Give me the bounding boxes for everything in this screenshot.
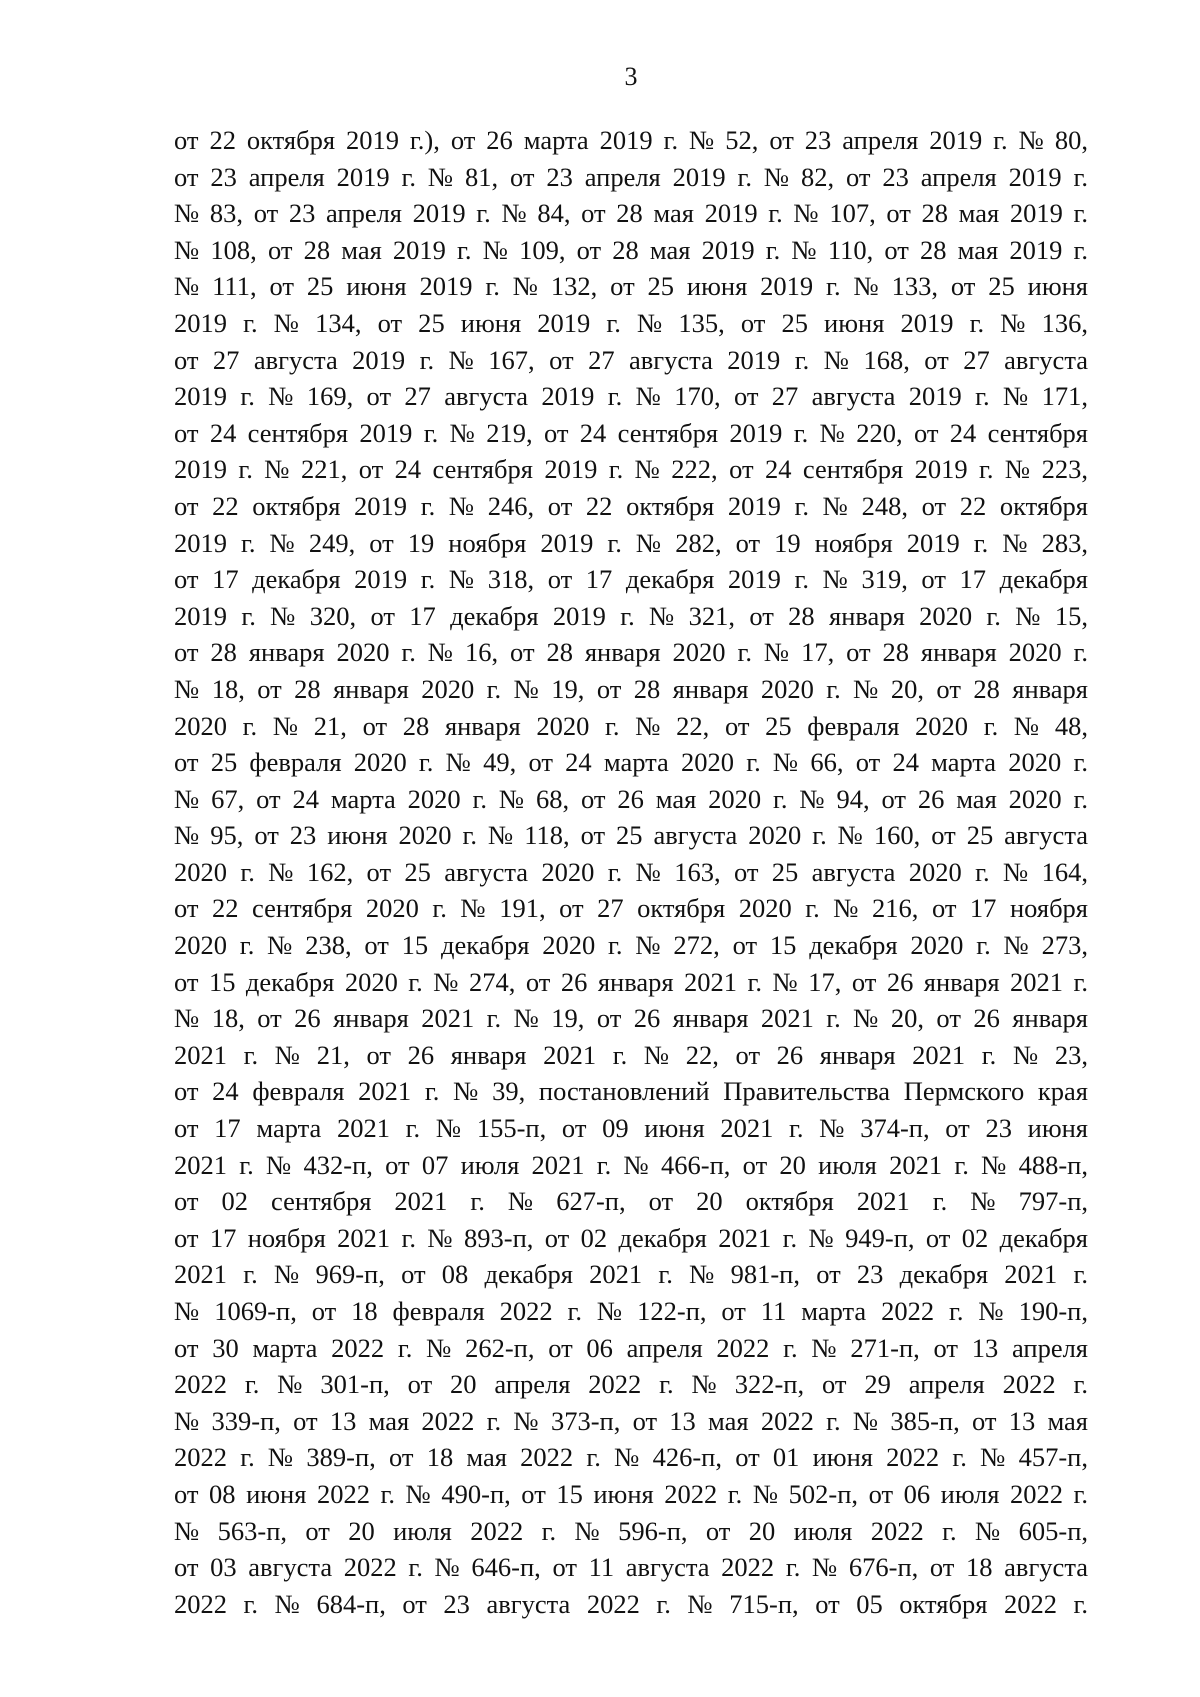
page-number: 3 <box>624 62 638 91</box>
text-line: № 18, от 28 января 2020 г. № 19, от 28 января 2020 г. № 20, от 28 января <box>174 673 1088 704</box>
text-line: 2019 г. № 134, от 25 июня 2019 г. № 135, от 25 июня 2019 г. № 136, <box>174 307 1088 338</box>
text-line: от 15 декабря 2020 г. № 274, от 26 января 2021 г. № 17, от 26 января 2021 г. <box>174 966 1088 997</box>
text-line: от 22 сентября 2020 г. № 191, от 27 октября 2020 г. № 216, от 17 ноября <box>174 893 1088 924</box>
text-line: от 24 февраля 2021 г. № 39, постановлений Правительства Пермского края <box>174 1076 1088 1107</box>
text-line: от 17 ноября 2021 г. № 893-п, от 02 декабря 2021 г. № 949-п, от 02 декабря <box>174 1222 1088 1253</box>
text-line: № 83, от 23 апреля 2019 г. № 84, от 28 мая 2019 г. № 107, от 28 мая 2019 г. <box>174 198 1088 229</box>
text-line: от 03 августа 2022 г. № 646-п, от 11 августа 2022 г. № 676-п, от 18 августа <box>174 1552 1088 1583</box>
text-line: 2020 г. № 162, от 25 августа 2020 г. № 163, от 25 августа 2020 г. № 164, <box>174 856 1088 887</box>
text-line: № 95, от 23 июня 2020 г. № 118, от 25 августа 2020 г. № 160, от 25 августа <box>174 820 1088 851</box>
text-line: 2019 г. № 249, от 19 ноября 2019 г. № 282, от 19 ноября 2019 г. № 283, <box>174 527 1088 558</box>
text-line: от 24 сентября 2019 г. № 219, от 24 сентября 2019 г. № 220, от 24 сентября <box>174 417 1088 448</box>
text-line: от 30 марта 2022 г. № 262-п, от 06 апреля 2022 г. № 271-п, от 13 апреля <box>174 1332 1088 1363</box>
text-line: от 22 октября 2019 г. № 246, от 22 октября 2019 г. № 248, от 22 октября <box>174 490 1088 521</box>
text-line: № 339-п, от 13 мая 2022 г. № 373-п, от 13 мая 2022 г. № 385-п, от 13 мая <box>174 1405 1088 1436</box>
text-line: от 17 марта 2021 г. № 155-п, от 09 июня 2021 г. № 374-п, от 23 июня <box>174 1113 1088 1144</box>
text-line: от 17 декабря 2019 г. № 318, от 17 декабря 2019 г. № 319, от 17 декабря <box>174 564 1088 595</box>
text-line: № 67, от 24 марта 2020 г. № 68, от 26 мая 2020 г. № 94, от 26 мая 2020 г. <box>174 783 1088 814</box>
text-line: 2022 г. № 684-п, от 23 августа 2022 г. № 715-п, от 05 октября 2022 г. <box>174 1588 1088 1619</box>
text-line: от 28 января 2020 г. № 16, от 28 января 2020 г. № 17, от 28 января 2020 г. <box>174 637 1088 668</box>
text-line: 2022 г. № 301-п, от 20 апреля 2022 г. № 322-п, от 29 апреля 2022 г. <box>174 1369 1088 1400</box>
text-line: 2019 г. № 169, от 27 августа 2019 г. № 170, от 27 августа 2019 г. № 171, <box>174 381 1088 412</box>
text-line: 2021 г. № 21, от 26 января 2021 г. № 22, от 26 января 2021 г. № 23, <box>174 1039 1088 1070</box>
text-line: от 27 августа 2019 г. № 167, от 27 августа 2019 г. № 168, от 27 августа <box>174 344 1088 375</box>
document-body-text <box>174 122 1088 1622</box>
text-line: от 23 апреля 2019 г. № 81, от 23 апреля 2019 г. № 82, от 23 апреля 2019 г. <box>174 161 1088 192</box>
text-line: 2021 г. № 969-п, от 08 декабря 2021 г. № 981-п, от 23 декабря 2021 г. <box>174 1259 1088 1290</box>
text-line: № 111, от 25 июня 2019 г. № 132, от 25 июня 2019 г. № 133, от 25 июня <box>174 271 1088 302</box>
text-line: от 02 сентября 2021 г. № 627-п, от 20 октября 2021 г. № 797-п, <box>174 1186 1088 1217</box>
text-line: № 1069-п, от 18 февраля 2022 г. № 122-п, от 11 марта 2022 г. № 190-п, <box>174 1296 1088 1326</box>
text-line: 2020 г. № 21, от 28 января 2020 г. № 22, от 25 февраля 2020 г. № 48, <box>174 710 1088 741</box>
text-line: 2020 г. № 238, от 15 декабря 2020 г. № 272, от 15 декабря 2020 г. № 273, <box>174 930 1088 961</box>
text-line: № 108, от 28 мая 2019 г. № 109, от 28 мая 2019 г. № 110, от 28 мая 2019 г. <box>174 234 1088 265</box>
text-line: 2022 г. № 389-п, от 18 мая 2022 г. № 426-п, от 01 июня 2022 г. № 457-п, <box>174 1442 1088 1473</box>
text-line: от 08 июня 2022 г. № 490-п, от 15 июня 2022 г. № 502-п, от 06 июля 2022 г. <box>174 1478 1088 1509</box>
text-line: 2021 г. № 432-п, от 07 июля 2021 г. № 466-п, от 20 июля 2021 г. № 488-п, <box>174 1149 1088 1180</box>
text-line: № 563-п, от 20 июля 2022 г. № 596-п, от 20 июля 2022 г. № 605-п, <box>174 1515 1088 1546</box>
text-line: № 18, от 26 января 2021 г. № 19, от 26 января 2021 г. № 20, от 26 января <box>174 1003 1088 1034</box>
text-line: 2019 г. № 320, от 17 декабря 2019 г. № 321, от 28 января 2020 г. № 15, <box>174 600 1088 631</box>
text-line: 2019 г. № 221, от 24 сентября 2019 г. № 222, от 24 сентября 2019 г. № 223, <box>174 454 1088 485</box>
text-line: от 22 октября 2019 г.), от 26 марта 2019 г. № 52, от 23 апреля 2019 г. № 80, <box>174 125 1088 155</box>
text-line: от 25 февраля 2020 г. № 49, от 24 марта 2020 г. № 66, от 24 марта 2020 г. <box>174 747 1088 778</box>
